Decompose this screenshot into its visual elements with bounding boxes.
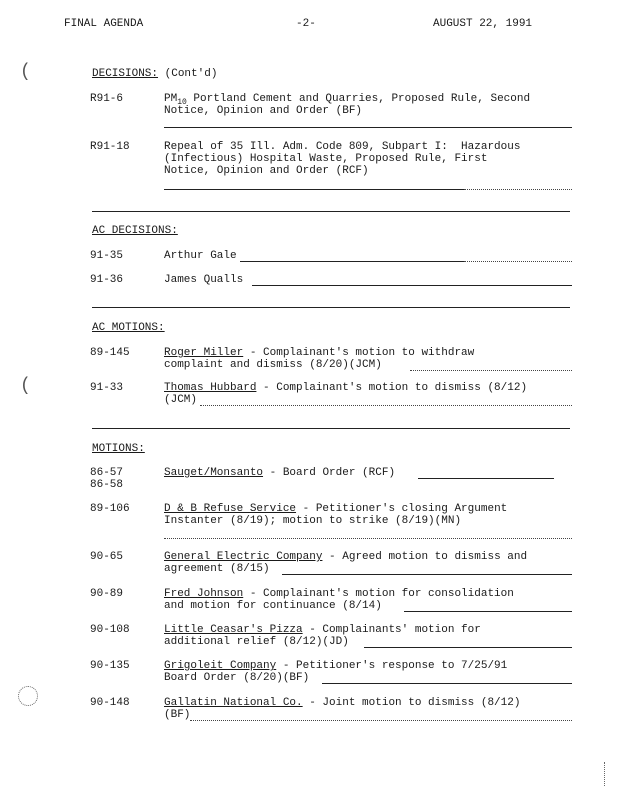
signature-line-faded bbox=[164, 538, 572, 539]
scan-mark-top: ( bbox=[20, 62, 31, 82]
decisions-heading bbox=[92, 68, 217, 80]
item-description-line3: Notice, Opinion and Order (RCF) bbox=[164, 165, 369, 177]
scan-edge-mark bbox=[604, 762, 606, 786]
item-description-line1 bbox=[164, 467, 395, 479]
item-description-line2: Notice, Opinion and Order (BF) bbox=[164, 105, 363, 117]
signature-line bbox=[164, 189, 464, 190]
signature-line bbox=[322, 683, 572, 684]
item-description-line1 bbox=[164, 93, 530, 105]
signature-line bbox=[364, 647, 572, 648]
signature-line bbox=[164, 127, 572, 128]
ac-motions-heading bbox=[92, 322, 165, 334]
item-description-line2: agreement (8/15) bbox=[164, 563, 270, 575]
item-description-line1 bbox=[164, 347, 474, 359]
signature-line-faded bbox=[200, 405, 572, 406]
signature-line bbox=[252, 285, 572, 286]
item-party: James Qualls bbox=[164, 274, 244, 286]
section-divider bbox=[92, 428, 570, 429]
item-number: 89-145 bbox=[90, 347, 130, 359]
item-number: R91-18 bbox=[90, 141, 130, 153]
item-title: - Joint motion to dismiss (8/12) bbox=[302, 697, 521, 709]
item-description-line2: complaint and dismiss (8/20)(JCM) bbox=[164, 359, 382, 371]
signature-line bbox=[240, 261, 464, 262]
decisions-title: DECISIONS: bbox=[92, 68, 159, 80]
signature-line bbox=[404, 611, 572, 612]
pm-label: PM bbox=[164, 93, 178, 105]
signature-line-faded bbox=[190, 720, 572, 721]
item-description-line1 bbox=[164, 660, 507, 672]
item-title: - Petitioner's response to 7/25/91 bbox=[276, 660, 508, 672]
item-description-line2: (Infectious) Hospital Waste, Proposed Rule, First bbox=[164, 153, 488, 165]
item-title: - Board Order (RCF) bbox=[263, 467, 396, 479]
item-description-line2: Instanter (8/19); motion to strike (8/19)(MN) bbox=[164, 515, 462, 527]
motions-title: MOTIONS: bbox=[92, 443, 145, 455]
item-number: 91-35 bbox=[90, 250, 124, 262]
pm-subscript: 10 bbox=[177, 98, 187, 107]
decisions-contd: (Cont'd) bbox=[164, 68, 218, 80]
item-title: - Complainant's motion for consolidation bbox=[243, 588, 514, 600]
header-date: AUGUST 22, 1991 bbox=[433, 18, 533, 30]
item-number: 90-135 bbox=[90, 660, 130, 672]
signature-line bbox=[418, 478, 554, 479]
item-party: General Electric Company bbox=[164, 551, 323, 563]
item-description-line1 bbox=[164, 588, 514, 600]
item-description-line2: (JCM) bbox=[164, 394, 198, 406]
signature-line-faded bbox=[410, 370, 572, 371]
item-number: 90-65 bbox=[90, 551, 124, 563]
item-party: Little Ceasar's Pizza bbox=[164, 624, 303, 636]
item-number: 91-33 bbox=[90, 382, 124, 394]
item-number: 86-57 bbox=[90, 467, 124, 479]
item-party: Grigoleit Company bbox=[164, 660, 277, 672]
item-title: Portland Cement and Quarries, Proposed Rule, Second bbox=[186, 93, 531, 105]
ac-decisions-title: AC DECISIONS: bbox=[92, 225, 178, 237]
item-party: Roger Miller bbox=[164, 347, 244, 359]
ac-motions-title: AC MOTIONS: bbox=[92, 322, 165, 334]
item-description-line1 bbox=[164, 551, 527, 563]
item-number: R91-6 bbox=[90, 93, 124, 105]
item-description-line1 bbox=[164, 382, 527, 394]
item-party: D & B Refuse Service bbox=[164, 503, 297, 515]
item-party: Gallatin National Co. bbox=[164, 697, 303, 709]
item-title: - Petitioner's closing Argument bbox=[296, 503, 508, 515]
item-description-line1 bbox=[164, 697, 520, 709]
item-number-secondary: 86-58 bbox=[90, 479, 124, 491]
item-number: 90-148 bbox=[90, 697, 130, 709]
section-divider bbox=[92, 307, 570, 308]
item-party: Fred Johnson bbox=[164, 588, 244, 600]
item-description-line2: and motion for continuance (8/14) bbox=[164, 600, 382, 612]
signature-line-faded bbox=[464, 261, 572, 262]
item-title: - Complainant's motion to withdraw bbox=[243, 347, 475, 359]
header-left: FINAL AGENDA bbox=[64, 18, 144, 30]
scan-stamp bbox=[18, 686, 38, 706]
item-description-line1: Repeal of 35 Ill. Adm. Code 809, Subpart I: Hazardous bbox=[164, 141, 521, 153]
item-party: Sauget/Monsanto bbox=[164, 467, 264, 479]
scan-mark-middle: ( bbox=[20, 376, 31, 396]
item-party: Arthur Gale bbox=[164, 250, 237, 262]
item-description-line2: Board Order (8/20)(BF) bbox=[164, 672, 310, 684]
item-title: - Complainants' motion for bbox=[302, 624, 481, 636]
ac-decisions-heading bbox=[92, 225, 178, 237]
motions-heading bbox=[92, 443, 145, 455]
item-title: - Complainant's motion to dismiss (8/12) bbox=[256, 382, 528, 394]
section-divider bbox=[92, 211, 570, 212]
item-description-line1 bbox=[164, 503, 507, 515]
item-number: 89-106 bbox=[90, 503, 130, 515]
item-description-line1 bbox=[164, 624, 481, 636]
item-description-line2: (BF) bbox=[164, 709, 191, 721]
item-number: 90-108 bbox=[90, 624, 130, 636]
item-number: 90-89 bbox=[90, 588, 124, 600]
item-description-line2: additional relief (8/12)(JD) bbox=[164, 636, 349, 648]
header-page-number: -2- bbox=[296, 18, 316, 30]
signature-line-faded bbox=[464, 189, 572, 190]
item-title: - Agreed motion to dismiss and bbox=[322, 551, 528, 563]
item-number: 91-36 bbox=[90, 274, 124, 286]
signature-line bbox=[282, 574, 572, 575]
item-party: Thomas Hubbard bbox=[164, 382, 257, 394]
